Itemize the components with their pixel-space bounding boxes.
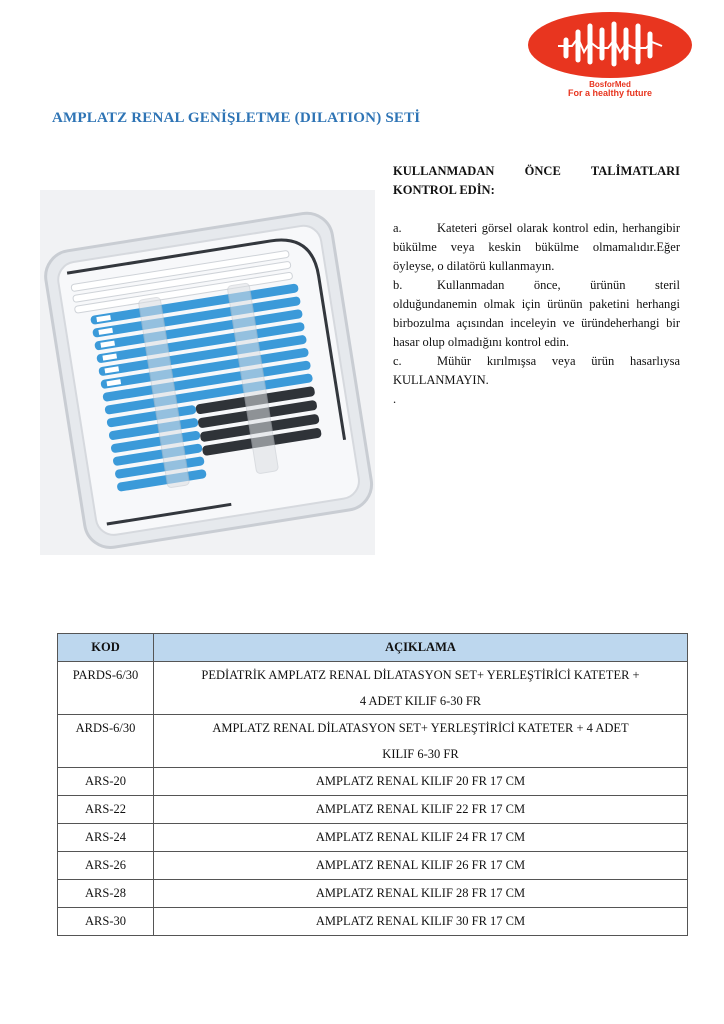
cell-code: ARDS-6/30: [58, 715, 154, 768]
cell-code: ARS-26: [58, 852, 154, 880]
cell-code: ARS-30: [58, 908, 154, 936]
instructions-heading-2: KONTROL EDİN:: [393, 183, 495, 197]
heartbeat-bars-icon: [528, 12, 692, 78]
cell-description: [154, 715, 688, 768]
instructions-heading: KULLANMADAN ÖNCE TALİMATLARI: [393, 164, 680, 178]
product-code-table: [57, 633, 688, 936]
cell-code: PARDS-6/30: [58, 662, 154, 715]
brand-logo: [528, 12, 692, 96]
table-row: [58, 852, 688, 880]
instruction-text: Kateteri görsel olarak kontrol edin, herhangibir bükülme veya keskin bükülme olmamalıdır.Eğer öyleyse, o dilatörü kullanmayın.: [393, 221, 680, 273]
description-line: PEDİATRİK AMPLATZ RENAL DİLATASYON SET+ YERLEŞTİRİCİ KATETER +: [201, 668, 640, 682]
logo-badge: [528, 12, 692, 78]
table-row: [58, 824, 688, 852]
table-row: [58, 715, 688, 768]
instruction-label: c.: [393, 354, 402, 368]
cell-description: AMPLATZ RENAL KILIF 28 FR 17 CM: [154, 880, 688, 908]
header-code: KOD: [58, 634, 154, 662]
cell-code: ARS-24: [58, 824, 154, 852]
product-photo: [40, 190, 375, 555]
cell-code: ARS-20: [58, 768, 154, 796]
instruction-trailing: .: [393, 392, 397, 406]
cell-description: AMPLATZ RENAL KILIF 22 FR 17 CM: [154, 796, 688, 824]
cell-description: AMPLATZ RENAL KILIF 20 FR 17 CM: [154, 768, 688, 796]
logo-tagline: For a healthy future: [567, 88, 652, 98]
cell-description: AMPLATZ RENAL KILIF 24 FR 17 CM: [154, 824, 688, 852]
cell-description: AMPLATZ RENAL KILIF 30 FR 17 CM: [154, 908, 688, 936]
description-line: AMPLATZ RENAL DİLATASYON SET+ YERLEŞTİRİCİ KATETER + 4 ADET: [212, 721, 629, 735]
page-title: AMPLATZ RENAL GENİŞLETME (DILATION) SETİ: [52, 110, 421, 126]
instruction-text: Kullanmadan önce, ürünün steril olduğundanemin olmak için ürünün paketini herhangi birbozulma açısından inceleyin ve üründeherhangi bir hasar olup olmadığını kontrol edin.: [393, 278, 680, 349]
logo-brand-name: BosforMed: [589, 80, 631, 89]
cell-description: [154, 662, 688, 715]
instruction-item-c: [393, 352, 680, 390]
instruction-label: a.: [393, 221, 402, 235]
instruction-text: Mühür kırılmışsa veya ürün hasarlıysa KULLANMAYIN.: [393, 354, 680, 387]
table-row: [58, 908, 688, 936]
instruction-item-a: [393, 219, 680, 276]
table-row: [58, 796, 688, 824]
dilation-set-tray-image: [40, 190, 375, 555]
description-line: KILIF 6-30 FR: [382, 747, 459, 761]
instruction-item-b: [393, 276, 680, 352]
table-header-row: [58, 634, 688, 662]
cell-description: AMPLATZ RENAL KILIF 26 FR 17 CM: [154, 852, 688, 880]
table-row: [58, 880, 688, 908]
cell-code: ARS-22: [58, 796, 154, 824]
table-row: [58, 662, 688, 715]
instruction-label: b.: [393, 278, 403, 292]
header-description: AÇIKLAMA: [154, 634, 688, 662]
description-line: 4 ADET KILIF 6-30 FR: [359, 694, 482, 708]
instructions-block: [393, 162, 680, 409]
cell-code: ARS-28: [58, 880, 154, 908]
table-row: [58, 768, 688, 796]
